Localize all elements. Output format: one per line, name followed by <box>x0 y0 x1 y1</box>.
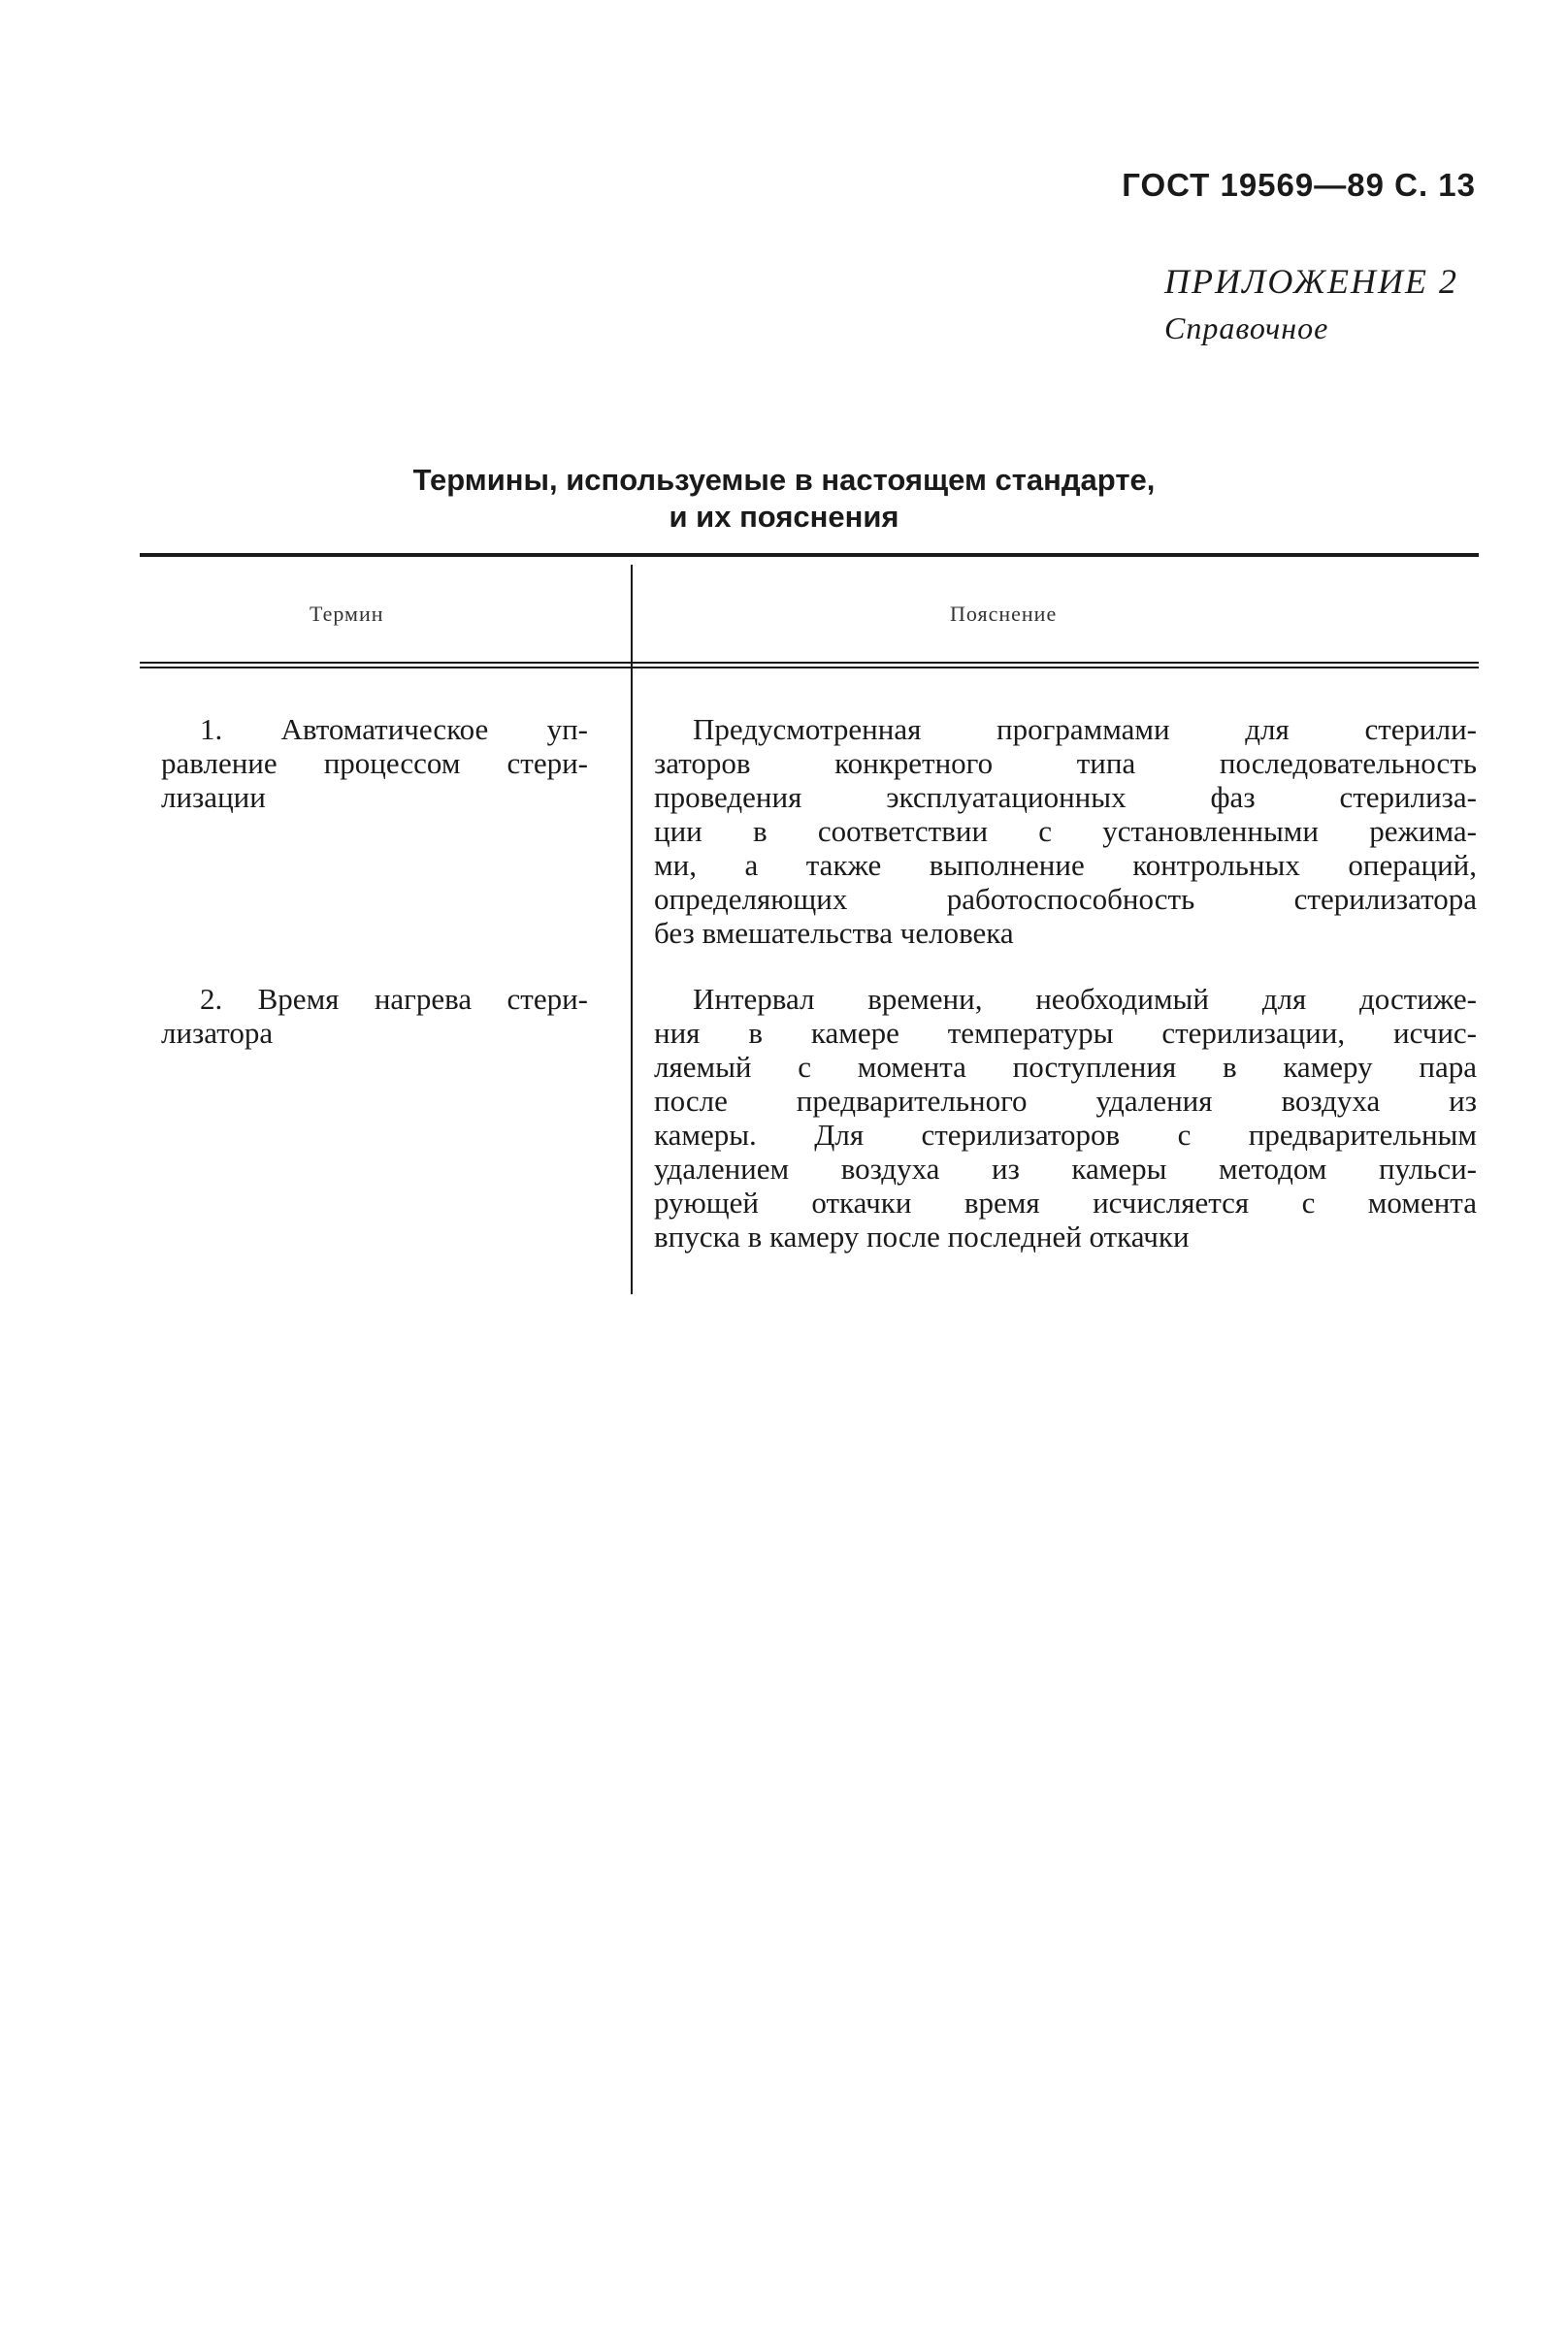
term-line: лизации <box>161 780 266 814</box>
explanation-line: впуска в камеру после последней откачки <box>654 1220 1190 1254</box>
table-header-rule <box>140 662 1479 668</box>
term-line: 1. Автоматическое уп- <box>200 712 588 746</box>
title-line-2: и их пояснения <box>669 500 899 534</box>
explanation-line: заторов конкретного типа последовательность <box>654 746 1477 780</box>
column-header-explanation: Пояснение <box>950 602 1058 626</box>
title-line-1: Термины, используемые в настоящем стандарте, <box>412 463 1156 497</box>
page-header: ГОСТ 19569—89 С. 13 <box>1122 167 1476 203</box>
term-cell-2 <box>161 982 588 1050</box>
explanation-line: ляемый с момента поступления в камеру пара <box>654 1050 1477 1084</box>
appendix-label: ПРИЛОЖЕНИЕ 2 <box>1164 262 1458 301</box>
term-cell-1 <box>161 712 588 814</box>
column-divider <box>631 565 633 1294</box>
explanation-cell-1 <box>654 712 1477 950</box>
document-title <box>0 462 1568 536</box>
column-header-term: Термин <box>310 602 384 626</box>
term-line: 2. Время нагрева стери- <box>200 982 588 1016</box>
explanation-line: рующей откачки время исчисляется с момента <box>654 1186 1477 1220</box>
table-top-rule <box>140 553 1479 557</box>
explanation-line: удалением воздуха из камеры методом пульси- <box>654 1152 1477 1186</box>
explanation-line: ми, а также выполнение контрольных операций, <box>654 848 1477 882</box>
terms-table <box>140 553 1479 1300</box>
term-line: равление процессом стери- <box>161 746 588 780</box>
explanation-line: ния в камере температуры стерилизации, исчис- <box>654 1016 1477 1050</box>
explanation-line: Предусмотренная программами для стерили- <box>693 712 1477 746</box>
term-line: лизатора <box>161 1016 274 1050</box>
explanation-line: камеры. Для стерилизаторов с предварительным <box>654 1118 1477 1152</box>
explanation-line: Интервал времени, необходимый для достиже- <box>693 982 1477 1016</box>
explanation-line: ции в соответствии с установленными режима- <box>654 814 1477 848</box>
appendix-type: Справочное <box>1164 310 1329 345</box>
explanation-line: после предварительного удаления воздуха из <box>654 1084 1477 1118</box>
explanation-line: определяющих работоспособность стерилизатора <box>654 882 1477 916</box>
explanation-line: проведения эксплуатационных фаз стерилиза- <box>654 780 1477 814</box>
explanation-cell-2 <box>654 982 1477 1254</box>
explanation-line: без вмешательства человека <box>654 916 1014 950</box>
